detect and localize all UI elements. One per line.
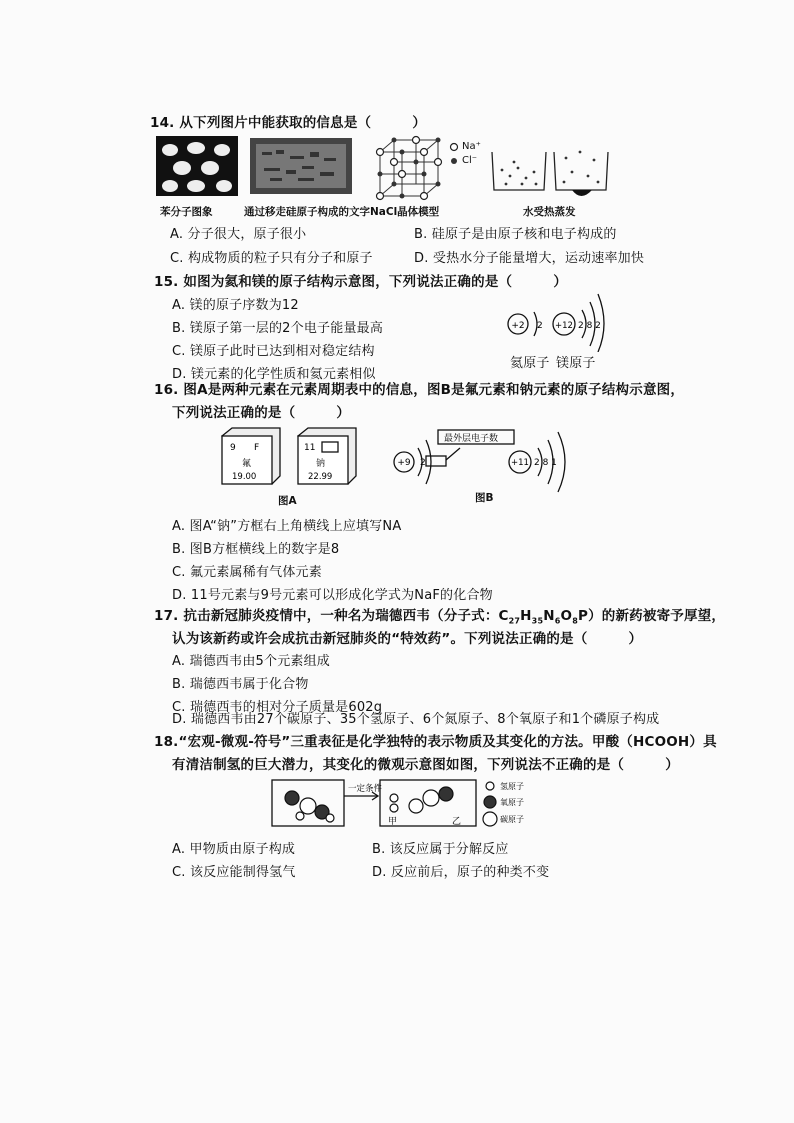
carbon-legend-icon: [483, 812, 497, 826]
q16-option-d: D. 11号元素与9号元素可以形成化学式为NaF的化合物: [172, 588, 493, 603]
na-atomic-number: 11: [304, 443, 316, 453]
q17-option-d: D. 瑞德西韦由27个碳原子、35个氢原子、6个氮原子、8个氧原子和1个磷原子构成: [172, 712, 660, 727]
mg-nucleus-label: +12: [555, 321, 573, 331]
benzene-image: [156, 136, 238, 196]
question-17-stem-line2: 认为该新药或许会成抗击新冠肺炎的“特效药”。下列说法正确的是（ ）: [172, 631, 643, 647]
q17-option-a: A. 瑞德西韦由5个元素组成: [172, 654, 331, 669]
he-shell-electrons: 2: [537, 321, 543, 331]
nacl-crystal-model: [374, 134, 444, 202]
hydrogen-legend-icon: [486, 782, 494, 790]
nacl-legend-dots: [449, 142, 461, 168]
oxygen-legend-icon: [484, 796, 496, 808]
outer-electron-label: 最外层电子数: [444, 434, 499, 444]
he-mg-atom-diagram: [506, 290, 614, 352]
water-evaporation-image: [488, 144, 616, 200]
f-symbol: F: [254, 443, 260, 453]
q14-option-b: B. 硅原子是由原子核和电子构成的: [414, 227, 617, 242]
f-element-name: 氟: [242, 459, 252, 469]
label-yi: 乙: [452, 817, 462, 827]
f-atomic-mass: 19.00: [232, 472, 257, 482]
q15-option-c: C. 镁原子此时已达到相对稳定结构: [172, 344, 375, 359]
label-figure-a: 图A: [278, 495, 297, 507]
q17-option-c: C. 瑞德西韦的相对分子质量是602g: [172, 700, 383, 715]
f-na-atom-diagram-b: [392, 424, 576, 494]
question-16-stem-line1: 16. 图A是两种元素在元素周期表中的信息，图B是氟元素和钠元素的原子结构示意图，: [154, 382, 685, 398]
caption-nacl: NaCl晶体模型: [370, 206, 440, 218]
question-18-stem-line1: 18.“宏观-微观-符号”三重表征是化学独特的表示物质及其变化的方法。甲酸（HCOOH）具: [154, 734, 717, 750]
periodic-cells-figure-a: [218, 426, 360, 494]
legend-carbon: 碳原子: [500, 815, 524, 824]
label-jia: 甲: [388, 817, 398, 827]
q18-option-c: C. 该反应能制得氢气: [172, 865, 296, 880]
label-figure-b: 图B: [475, 492, 494, 504]
mg-shell-electrons: 2 8 2: [578, 321, 601, 331]
question-18-stem-line2: 有清洁制氢的巨大潜力，其变化的微观示意图如图，下列说法不正确的是（ ）: [172, 757, 679, 773]
f-atomic-number: 9: [230, 443, 236, 453]
question-15-stem: 15. 如图为氦和镁的原子结构示意图，下列说法正确的是（ ）: [154, 274, 568, 290]
question-16-stem-line2: 下列说法正确的是（ ）: [172, 405, 351, 421]
legend-na-ion: Na⁺: [462, 141, 481, 152]
legend-hydrogen: 氢原子: [500, 782, 524, 791]
he-nucleus-label: +2: [511, 321, 525, 331]
reaction-micro-diagram: [270, 776, 532, 830]
q18-option-d: D. 反应前后，原子的种类不变: [372, 865, 550, 880]
q16-option-a: A. 图A“钠”方框右上角横线上应填写NA: [172, 519, 402, 534]
legend-cl-ion: Cl⁻: [462, 155, 478, 166]
q14-option-c: C. 构成物质的粒子只有分子和原子: [170, 251, 373, 266]
na-shell-electrons: 2 8 1: [534, 458, 557, 468]
q15-option-a: A. 镁的原子序数为12: [172, 298, 299, 313]
question-14-stem: 14. 从下列图片中能获取的信息是（ ）: [150, 115, 427, 131]
caption-benzene: 苯分子图象: [160, 206, 213, 218]
question-17-stem-line1: 17. 抗击新冠肺炎疫情中，一种名为瑞德西韦（分子式：$C_{27}H_{35}N_6O_8P$）的新药被寄予厚望，: [154, 608, 726, 626]
f-nucleus-label: +9: [397, 458, 411, 468]
q16-option-c: C. 氟元素属稀有气体元素: [172, 565, 322, 580]
q16-option-b: B. 图B方框横线上的数字是8: [172, 542, 340, 557]
caption-silicon-text: 通过移走硅原子构成的文字: [244, 206, 370, 218]
f-inner-shell: 2: [420, 458, 426, 468]
q18-option-b: B. 该反应属于分解反应: [372, 842, 509, 857]
caption-water: 水受热蒸发: [523, 206, 576, 218]
na-nucleus-label: +11: [511, 458, 529, 468]
q17-option-b: B. 瑞德西韦属于化合物: [172, 677, 309, 692]
q15-option-b: B. 镁原子第一层的2个电子能量最高: [172, 321, 384, 336]
na-element-name: 钠: [316, 459, 326, 469]
label-mg-atom: 镁原子: [556, 356, 596, 371]
q14-option-d: D. 受热水分子能量增大，运动速率加快: [414, 251, 645, 266]
silicon-text-image: [250, 138, 352, 194]
legend-oxygen: 氧原子: [500, 798, 524, 807]
na-atomic-mass: 22.99: [308, 472, 333, 482]
label-he-atom: 氦原子: [510, 356, 550, 371]
q15-option-d: D. 镁元素的化学性质和氦元素相似: [172, 367, 376, 382]
q14-option-a: A. 分子很大，原子很小: [170, 227, 307, 242]
condition-label: 一定条件: [348, 784, 383, 794]
q18-option-a: A. 甲物质由原子构成: [172, 842, 296, 857]
